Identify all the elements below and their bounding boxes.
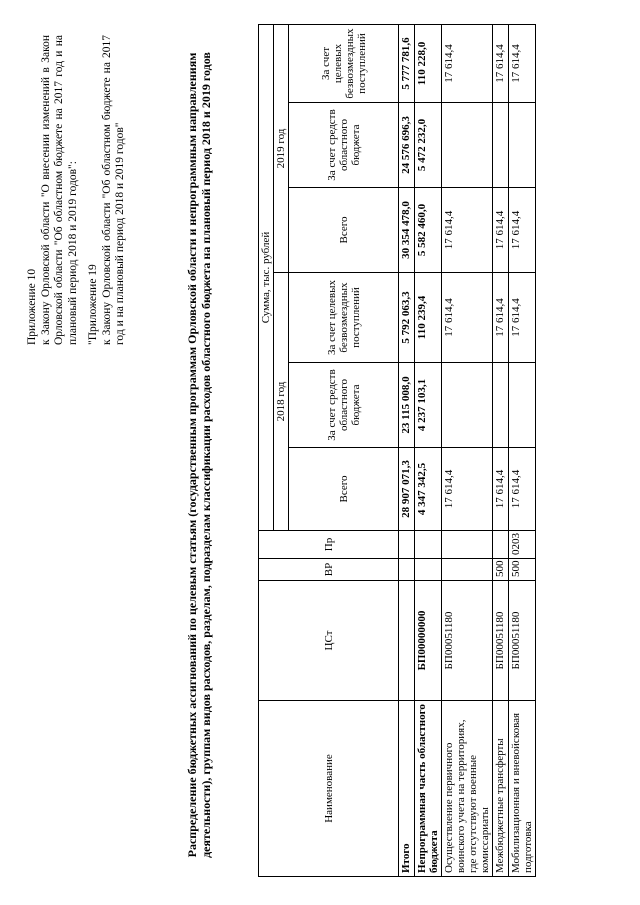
- cell-vr: [415, 559, 442, 581]
- header-vr: ВР: [259, 559, 399, 581]
- annex-line-3: "Приложение 19: [87, 264, 99, 345]
- cell-pr: [415, 531, 442, 559]
- annex-line-4: к Закону Орловской области "Об областном бюджете на 2017 год и на плановый период 2018 и 2019 годов": [100, 35, 126, 345]
- cell-pr: [399, 531, 415, 559]
- cell-vr: 500: [493, 559, 509, 581]
- cell-pr: [493, 531, 509, 559]
- cell-total-2019: 17 614,4: [442, 188, 493, 273]
- header-targeted-2018: За счет целевых безвозмездных поступлений: [289, 273, 399, 363]
- cell-total-2019: 5 582 460,0: [415, 188, 442, 273]
- cell-cst: БП00051180: [493, 581, 509, 701]
- cell-vr: 500: [509, 559, 536, 581]
- cell-cst: БП00000000: [415, 581, 442, 701]
- cell-total-2019: 30 354 478,0: [399, 188, 415, 273]
- cell-targeted-2018: 110 239,4: [415, 273, 442, 363]
- cell-regional-2019: 24 576 696,3: [399, 103, 415, 188]
- cell-targeted-2019: 110 228,0: [415, 25, 442, 103]
- table-row: [442, 25, 493, 877]
- cell-vr: [399, 559, 415, 581]
- header-regional-2019: За счет средств областного бюджета: [289, 103, 399, 188]
- header-2018: 2018 год: [274, 273, 289, 531]
- cell-vr: [442, 559, 493, 581]
- cell-total-2019: 17 614,4: [509, 188, 536, 273]
- cell-total-2018: 17 614,4: [493, 448, 509, 531]
- cell-targeted-2019: 17 614,4: [442, 25, 493, 103]
- cell-total-2018: 28 907 071,3: [399, 448, 415, 531]
- cell-regional-2019: [493, 103, 509, 188]
- header-pr: Пр: [259, 531, 399, 559]
- cell-name: Межбюджетные трансферты: [493, 701, 509, 877]
- cell-targeted-2019: 17 614,4: [509, 25, 536, 103]
- cell-targeted-2018: 17 614,4: [442, 273, 493, 363]
- cell-regional-2018: 23 115 008,0: [399, 363, 415, 448]
- cell-cst: [399, 581, 415, 701]
- cell-targeted-2018: 17 614,4: [493, 273, 509, 363]
- annex-line-1: Приложение 10: [26, 268, 38, 345]
- cell-regional-2019: [509, 103, 536, 188]
- cell-regional-2019: 5 472 232,0: [415, 103, 442, 188]
- document-title: Распределение бюджетных ассигнований по целевым статьям (государственным программам Орловской области и непрограммным направлениям деятельности), группам видов расходов, разделам, подразделам классификации расходов областного бюджета на плановый период 2018 и 2019 годов: [185, 52, 213, 858]
- cell-name: Итого: [399, 701, 415, 877]
- cell-targeted-2018: 17 614,4: [509, 273, 536, 363]
- table-row: [415, 25, 442, 877]
- cell-total-2018: 17 614,4: [442, 448, 493, 531]
- cell-regional-2019: [442, 103, 493, 188]
- header-row-1: [259, 25, 274, 877]
- cell-cst: БП00051180: [509, 581, 536, 701]
- header-name: Наименование: [259, 701, 399, 877]
- cell-total-2019: 17 614,4: [493, 188, 509, 273]
- cell-name: Непрограммная часть областного бюджета: [415, 701, 442, 877]
- header-2019: 2019 год: [274, 25, 289, 273]
- cell-regional-2018: [442, 363, 493, 448]
- cell-pr: [442, 531, 493, 559]
- cell-name: Осуществление первичного воинского учета на территориях, где отсутствуют военные комиссариаты: [442, 701, 493, 877]
- cell-regional-2018: 4 237 103,1: [415, 363, 442, 448]
- header-targeted-2019: За счет целевых безвозмездных поступлений: [289, 25, 399, 103]
- cell-total-2018: 17 614,4: [509, 448, 536, 531]
- budget-table: [258, 24, 536, 877]
- cell-pr: 0203: [509, 531, 536, 559]
- header-total-2019: Всего: [289, 188, 399, 273]
- table-row: [399, 25, 415, 877]
- header-regional-2018: За счет средств областного бюджета: [289, 363, 399, 448]
- cell-targeted-2018: 5 792 063,3: [399, 273, 415, 363]
- cell-cst: БП00051180: [442, 581, 493, 701]
- cell-targeted-2019: 17 614,4: [493, 25, 509, 103]
- cell-targeted-2019: 5 777 781,6: [399, 25, 415, 103]
- cell-regional-2018: [493, 363, 509, 448]
- header-sum: Сумма, тыс. рублей: [259, 25, 274, 531]
- annex-line-2: к Закону Орловской области "О внесении изменений в Закон Орловской области "Об областном бюджете на 2017 год и на плановый период 2018 и 2019 годов":: [39, 35, 79, 345]
- cell-total-2018: 4 347 342,5: [415, 448, 442, 531]
- header-total-2018: Всего: [289, 448, 399, 531]
- cell-name: Мобилизационная и вневойсковая подготовка: [509, 701, 536, 877]
- cell-regional-2018: [509, 363, 536, 448]
- header-cst: ЦСт: [259, 581, 399, 701]
- annex-header: [26, 35, 128, 345]
- table-row: [509, 25, 536, 877]
- table-row: [493, 25, 509, 877]
